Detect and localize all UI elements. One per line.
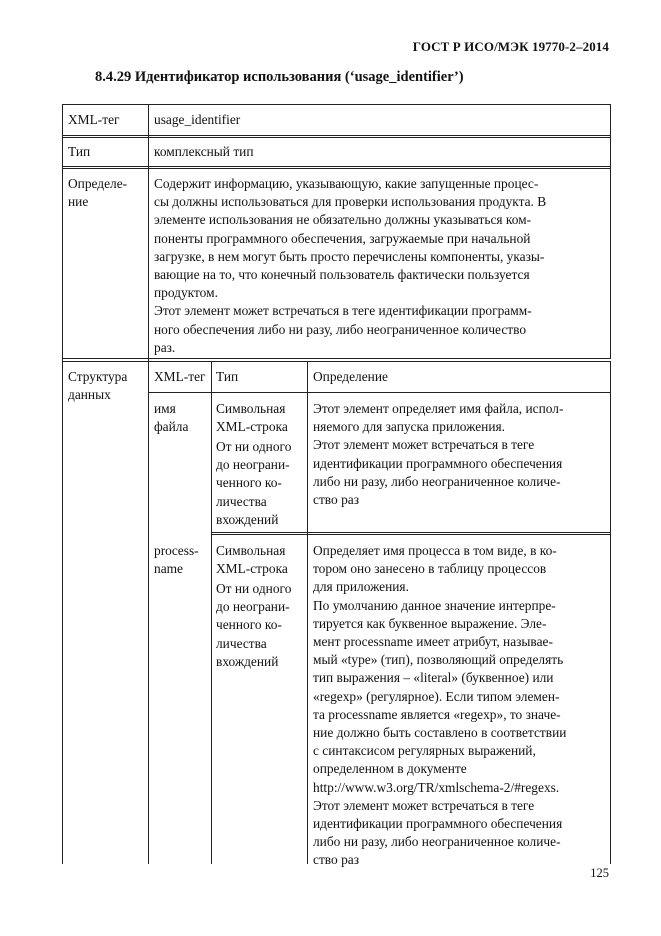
row-processname-occurrence: От ни одного до неограни- ченного ко- личества вхождений <box>216 581 292 669</box>
page-number: 125 <box>590 866 609 880</box>
nested-row-line <box>211 532 611 533</box>
col-divider-type <box>307 361 308 864</box>
definition-text: Содержит информацию, указывающую, какие запущенные процес- сы должны использоваться для проверки использования продукта. В элементе использования не обязательно должны указываться ком- поненты программного обеспечения, загружаемые при начальной загрузке, в нем могут быть просто перечислены компоненты, указы- вающие на то, что конечный пользователь фактически пользуется продуктом. Этот элемент может встречаться в теге идентификации программ- ного обеспечения либо ни разу, либо неограниченное количество раз. <box>154 176 547 355</box>
row-line-top <box>62 104 611 105</box>
row-processname-type: Символьная XML-строка <box>216 543 288 577</box>
row-filename-tag: имя файла <box>154 401 189 435</box>
nested-row-line-2 <box>211 534 611 535</box>
row-line-1 <box>62 135 611 136</box>
col-divider-tag <box>211 361 212 864</box>
table-border-left <box>62 104 63 864</box>
row-filename-occurrence: От ни одного до неограни- ченного ко- личества вхождений <box>216 439 292 527</box>
nested-header-line <box>148 392 611 393</box>
row-line-5 <box>62 358 611 359</box>
row-line-6 <box>62 361 611 362</box>
type-label: Тип <box>68 144 91 159</box>
row-processname-tag: process- name <box>154 543 199 577</box>
row-line-2 <box>62 137 611 138</box>
row-filename-type: Символьная XML-строка <box>216 401 288 435</box>
row-processname-definition: Определяет имя процесса в том виде, в ко- тором оно занесено в таблицу процессов для приложения. По умолчанию данное значение интерпре- тируется как буквенное выражение. Эле- мент processname имеет атрибут, называе- мый «type» (тип), позволяющий определять тип выражения – «literal» (буквенное) или «regexp» (регулярное). Если типом элемен- та processname является «regexp», то значе- ние должно быть составлено в соответствии с синтаксисом регулярных выражений, определенном в документе http://www.w3.org/TR/xmlschema-2/#regexs. Этот элемент может встречаться в теге идентификации программного обеспечения либо ни разу, либо неограниченное количе- ство раз <box>313 543 567 868</box>
table-border-right-bottom <box>610 361 611 864</box>
standard-number: ГОСТ Р ИСО/МЭК 19770-2–2014 <box>412 39 609 54</box>
xml-tag-label: XML-тег <box>68 112 120 127</box>
type-value: комплексный тип <box>154 144 254 159</box>
nested-header-definition: Определение <box>313 369 388 384</box>
row-line-4 <box>62 168 611 169</box>
row-filename-definition: Этот элемент определяет имя файла, испол- няемого для запуска приложения. Этот элемент может встречаться в теге идентификации программного обеспечения либо ни разу, либо неограниченное количе- ство раз <box>313 401 564 508</box>
nested-header-type: Тип <box>216 369 239 384</box>
table-border-right-top <box>610 104 611 358</box>
xml-tag-value: usage_identifier <box>154 112 241 127</box>
row-line-3 <box>62 166 611 167</box>
definition-label: Определе- ние <box>68 176 128 210</box>
section-title: 8.4.29 Идентификатор использования (‘usage_identifier’) <box>95 69 464 85</box>
structure-label: Структура данных <box>68 369 128 403</box>
nested-header-tag: XML-тег <box>154 369 206 384</box>
col-divider-label <box>148 104 149 864</box>
